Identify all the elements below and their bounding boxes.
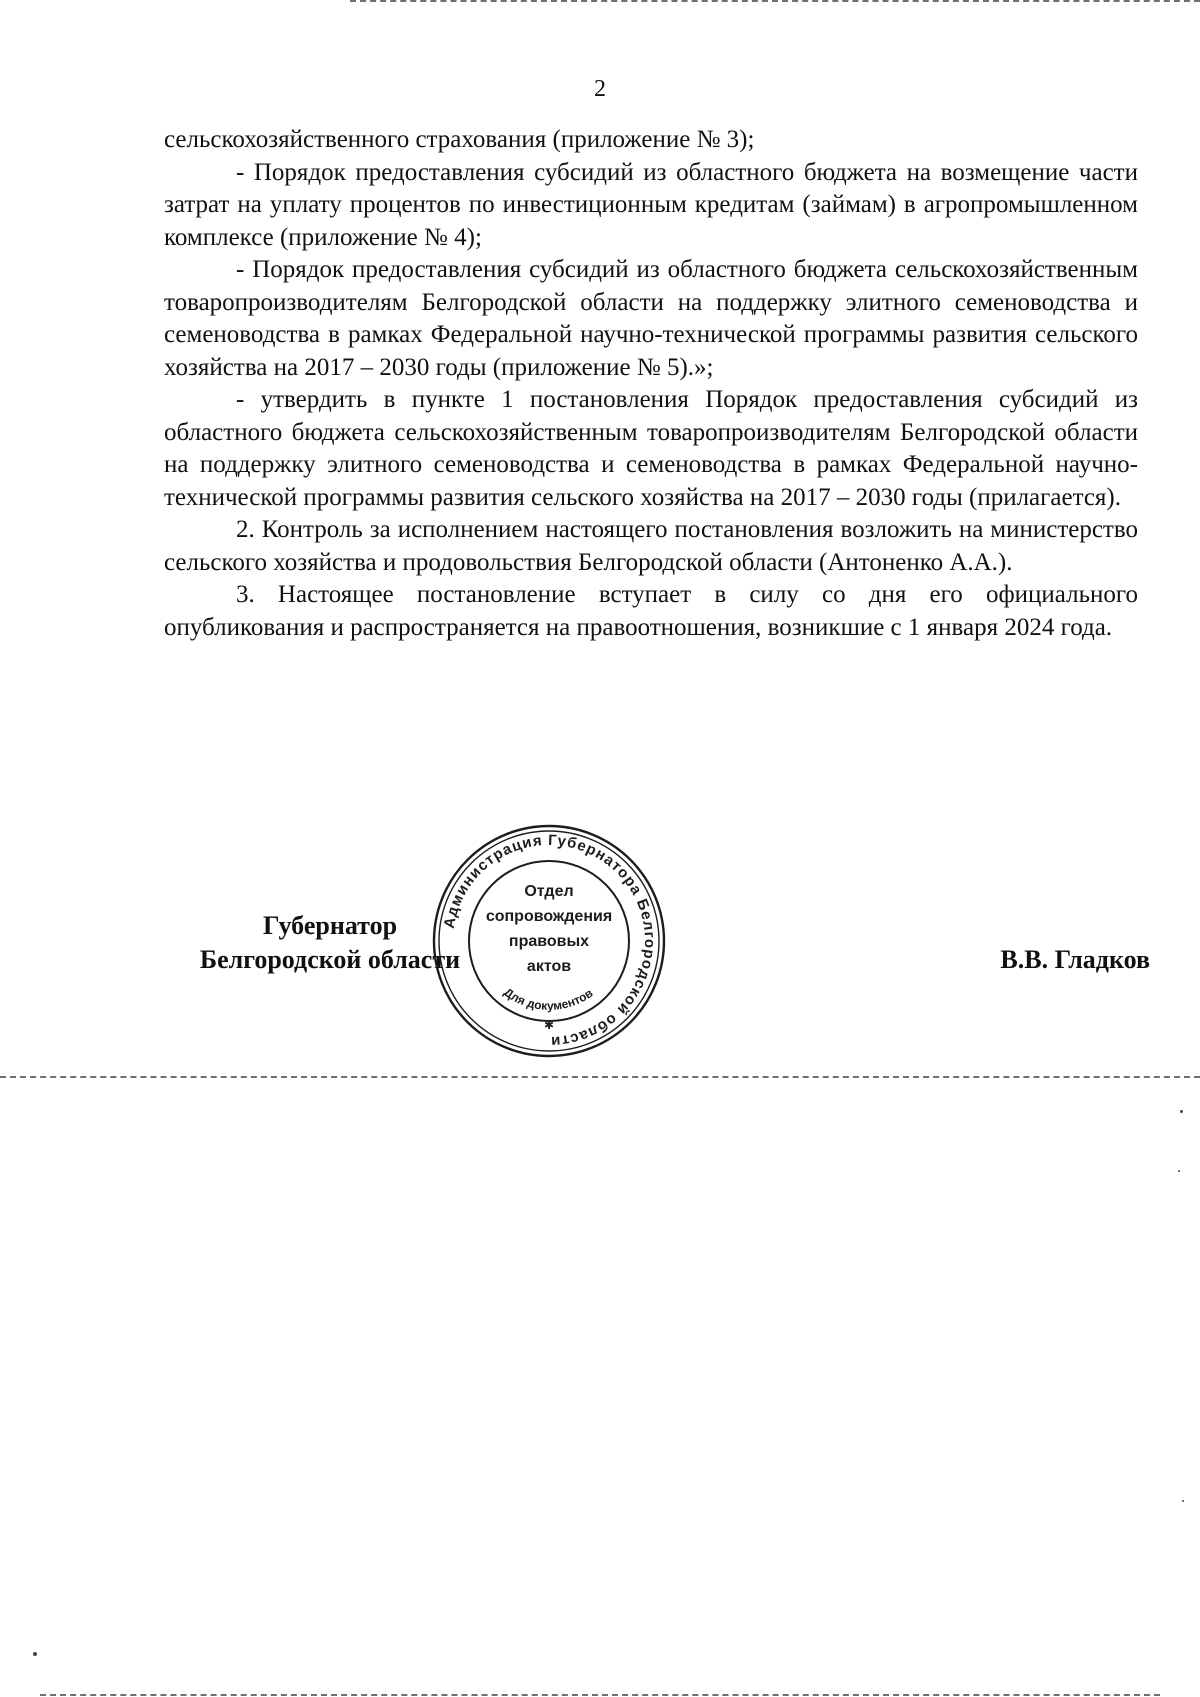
document-body (164, 124, 1138, 644)
paragraph-3: - Порядок предоставления субсидий из областного бюджета сельскохозяйственным товаропроизводителям Белгородской области на поддержку элитного семеноводства и семеноводства в рамках Федеральной научно-технической программы развития сельского хозяйства на 2017 – 2030 годы (приложение № 5).»; (164, 256, 1138, 381)
stamp-star-icon: ✱ (543, 1018, 555, 1032)
stamp-center-line-2: сопровождения (485, 908, 613, 925)
stamp-center-line-3: правовых (508, 933, 590, 950)
paragraph-6: 3. Настоящее постановление вступает в силу со дня его официального опубликования и распространяется на правоотношения, возникшие с 1 января 2024 года. (164, 581, 1138, 641)
paragraph-2: - Порядок предоставления субсидий из областного бюджета на возмещение части затрат на уплату процентов по инвестиционным кредитам (займам) в агропромышленном комплексе (приложение № 4); (164, 158, 1138, 251)
scan-speck (1178, 1170, 1180, 1172)
scan-speck (33, 1652, 37, 1656)
scan-fold-line (0, 1076, 1200, 1078)
scan-speck (1182, 1500, 1184, 1502)
stamp-bottom-text: Для документов (501, 984, 596, 1013)
signatory-title: Губернатор (262, 911, 398, 940)
signatory-name: В.В. Гладков (1000, 945, 1150, 974)
official-stamp (431, 823, 667, 1059)
stamp-center-line-4: актов (526, 958, 572, 975)
paragraph-1: сельскохозяйственного страхования (приложение № 3); (164, 126, 755, 153)
stamp-ring-text: Администрация Губернатора Белгородской области (440, 831, 659, 1051)
paragraph-4: - утвердить в пункте 1 постановления Порядок предоставления субсидий из областного бюджета сельскохозяйственным товаропроизводителям Белгородской области на поддержку элитного семеноводства и семеноводства в рамках Федеральной научно-технической программы развития сельского хозяйства на 2017 – 2030 годы (прилагается). (164, 386, 1138, 511)
signatory-region: Белгородской области (199, 945, 461, 974)
scan-edge-bottom (40, 1694, 1160, 1696)
stamp-center-line-1: Отдел (524, 883, 574, 900)
scan-speck (1180, 1110, 1183, 1113)
paragraph-5: 2. Контроль за исполнением настоящего постановления возложить на министерство сельского хозяйства и продовольствия Белгородской области (Антоненко А.А.). (164, 516, 1138, 576)
scan-edge-top (350, 0, 1200, 2)
page-number: 2 (594, 76, 606, 102)
